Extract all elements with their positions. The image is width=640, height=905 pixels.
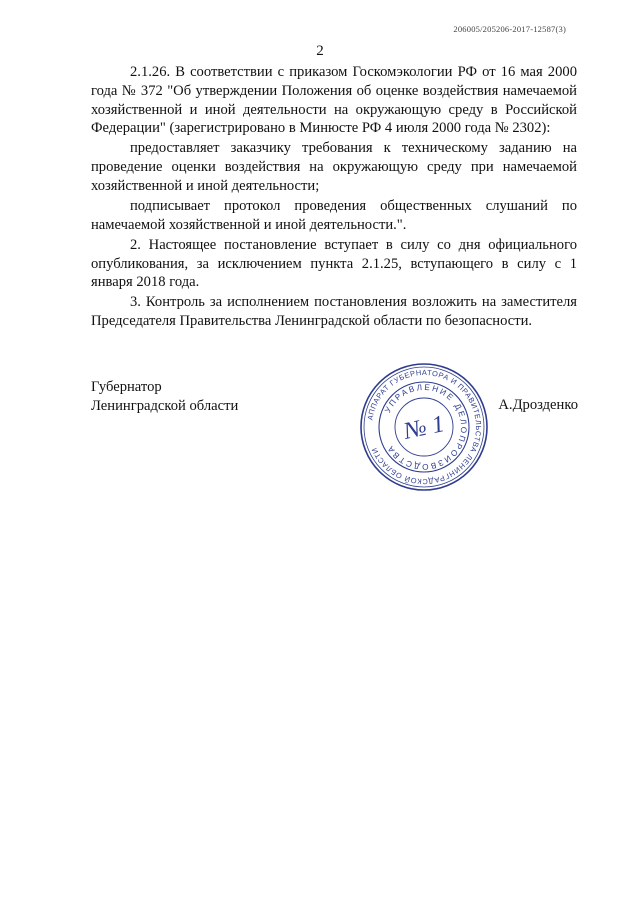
- document-body: [91, 63, 577, 332]
- seal-center-number: № 1: [401, 411, 447, 445]
- page-number: 2: [316, 43, 324, 59]
- official-seal-stamp: [358, 361, 490, 493]
- paragraph-2-1-26: 2.1.26. В соответствии с приказом Госкомэкологии РФ от 16 мая 2000 года № 372 "Об утверждении Положения об оценке воздействия намечаемой хозяйственной и иной деятельности на окружающую среду в Российской Федерации" (зарегистрировано в Минюсте РФ 4 июля 2000 года № 2302):: [91, 64, 577, 137]
- signatory-title-line2: Ленинградской области: [91, 398, 239, 414]
- paragraph-effective-date: 2. Настоящее постановление вступает в силу со дня официального опубликования, за исключением пункта 2.1.25, вступающего в силу с 1 января 2018 года.: [91, 236, 577, 291]
- seal-outer-text: АППАРАТ ГУБЕРНАТОРА И ПРАВИТЕЛЬСТВА ЛЕНИНГРАДСКОЙ ОБЛАСТИ: [365, 367, 484, 487]
- seal-inner-text: УПРАВЛЕНИЕ ДЕЛОПРОИЗВОДСТВА: [383, 382, 469, 472]
- document-id: 206005/205206-2017-12587(3): [453, 24, 566, 34]
- paragraph-requirements: предоставляет заказчику требования к техническому заданию на проведение оценки воздействия на окружающую среду при намечаемой хозяйственной и иной деятельности;: [91, 140, 577, 194]
- signatory-name: А.Дрозденко: [498, 397, 578, 413]
- paragraph-control: 3. Контроль за исполнением постановления возложить на заместителя Председателя Правительства Ленинградской области по безопасности.: [91, 294, 577, 330]
- paragraph-protocol: подписывает протокол проведения общественных слушаний по намечаемой хозяйственной и иной деятельности.".: [91, 197, 577, 233]
- signatory-title-line1: Губернатор: [91, 379, 162, 395]
- signatory-title: [91, 378, 238, 416]
